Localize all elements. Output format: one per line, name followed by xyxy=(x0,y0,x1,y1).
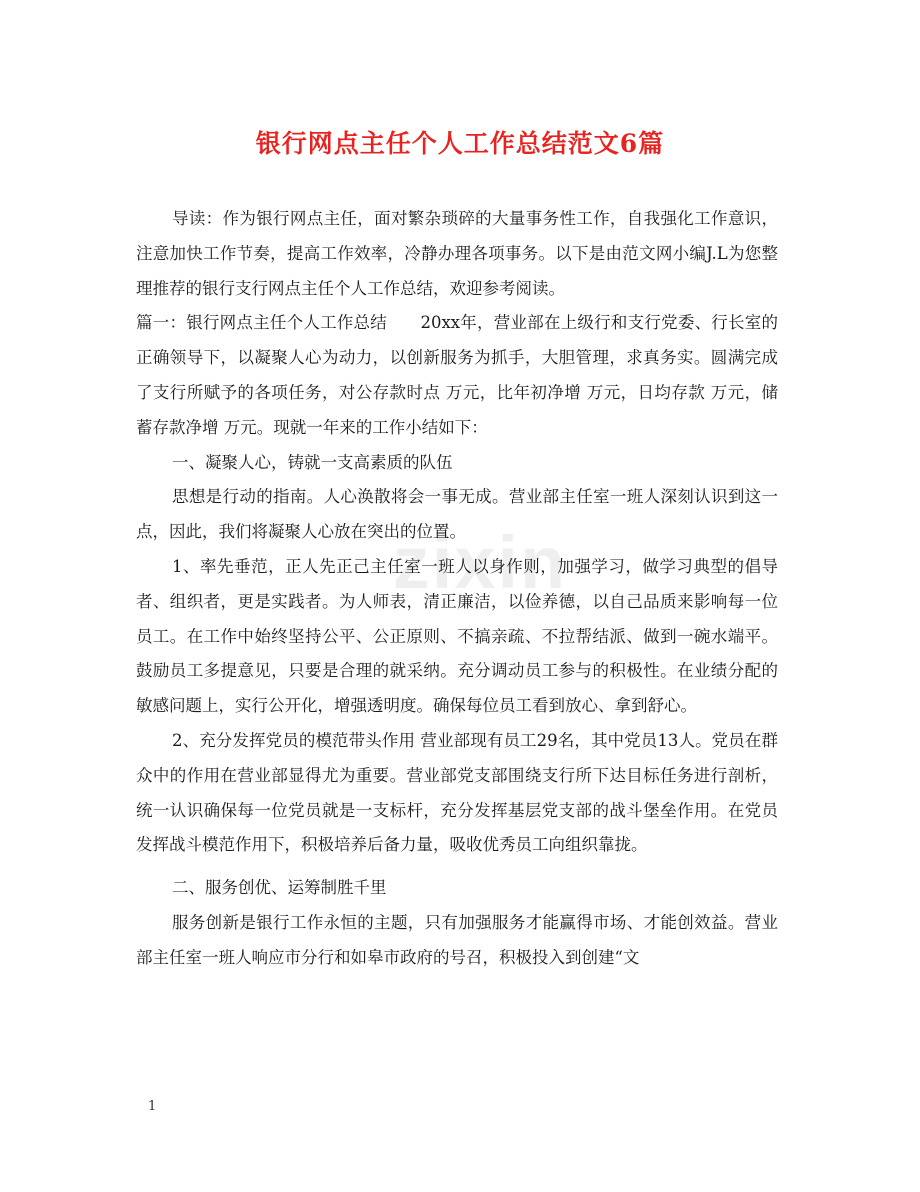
intro-paragraph: 导读：作为银行网点主任，面对繁杂琐碎的大量事务性工作，自我强化工作意识，注意加快工作节奏，提高工作效率，冷静办理各项事务。以下是由范文网小编J.L为您整理推荐的银行支行网点主任个人工作总结，欢迎参考阅读。 xyxy=(136,209,778,298)
page-number: 1 xyxy=(148,1099,157,1114)
watermark: zixin xyxy=(392,521,568,604)
body-paragraph: 2、充分发挥党员的模范带头作用 营业部现有员工29名，其中党员13人。党员在群众中的作用在营业部显得尤为重要。营业部党支部围绕支行所下达目标任务进行剖析，统一认识确保每一位党员就是一支标杆，充分发挥基层党支部的战斗堡垒作用。在党员发挥战斗模范作用下，积极培养后备力量，吸收优秀员工向组织靠拢。 xyxy=(136,730,778,855)
heading-two: 二、服务创优、运筹制胜千里 xyxy=(172,878,387,898)
document-body xyxy=(136,202,778,976)
heading-one: 一、凝聚人心，铸就一支高素质的队伍 xyxy=(172,452,453,472)
body-paragraph: 服务创新是银行工作永恒的主题，只有加强服务才能赢得市场、才能创效益。营业部主任室一班人响应市分行和如皋市政府的号召，积极投入到创建“文 xyxy=(136,912,778,967)
section-one-paragraph: 篇一：银行网点主任个人工作总结 20xx年，营业部在上级行和支行党委、行长室的正确领导下，以凝聚人心为动力，以创新服务为抓手，大胆管理，求真务实。圆满完成了支行所赋予的各项任务，对公存款时点 万元，比年初净增 万元，日均存款 万元，储蓄存款净增 万元。现就一年来的工作小结如下： xyxy=(136,313,778,437)
body-paragraph: 思想是行动的指南。人心涣散将会一事无成。营业部主任室一班人深刻认识到这一点，因此，我们将凝聚人心放在突出的位置。 xyxy=(136,487,778,542)
document-title: 银行网点主任个人工作总结范文6篇 xyxy=(255,129,665,158)
body-paragraph: 1、率先垂范，正人先正己主任室一班人以身作则，加强学习，做学习典型的倡导者、组织者，更是实践者。为人师表，清正廉洁，以俭养德，以自己品质来影响每一位员工。在工作中始终坚持公平、公正原则、不搞亲疏、不拉帮结派、做到一碗水端平。鼓励员工多提意见，只要是合理的就采纳。充分调动员工参与的积极性。在业绩分配的敏感问题上，实行公开化，增强透明度。确保每位员工看到放心、拿到舒心。 xyxy=(136,556,778,716)
